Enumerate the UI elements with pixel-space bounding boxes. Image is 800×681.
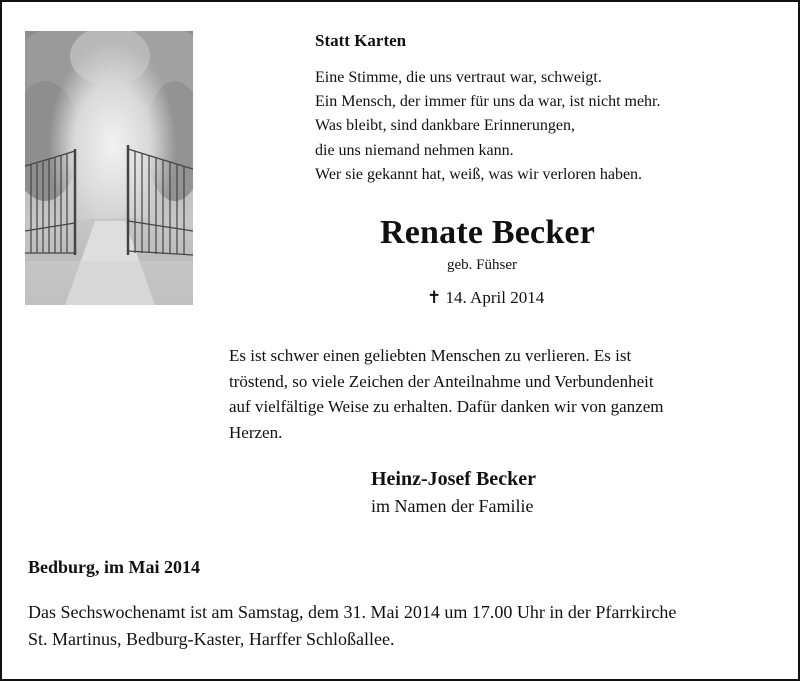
signer-role: im Namen der Familie [371,496,534,516]
message-line: auf vielfältige Weise zu erhalten. Dafür danken wir von ganzem [229,397,664,417]
deceased-name: Renate Becker [380,214,596,251]
poem-line: Eine Stimme, die uns vertraut war, schweigt. [315,69,602,86]
service-line: St. Martinus, Bedburg-Kaster, Harffer Schloßallee. [28,628,395,649]
message-line: tröstend, so viele Zeichen der Anteilnahme und Verbundenheit [229,371,654,391]
birth-name: geb. Fühser [447,257,517,273]
death-date: ✝ 14. April 2014 [427,288,545,307]
poem-line: die uns niemand nehmen kann. [315,141,514,159]
thank-you-message [229,343,663,445]
poem-line: Was bleibt, sind dankbare Erinnerungen, [315,117,575,135]
notice-heading: Statt Karten [315,31,407,50]
poem-line: Ein Mensch, der immer für uns da war, ist nicht mehr. [315,93,661,111]
garden-gate-image [25,31,193,305]
memorial-poem [315,66,661,187]
place-date: Bedburg, im Mai 2014 [28,557,201,577]
message-line: Herzen. [229,422,283,442]
service-announcement [28,599,676,652]
message-line: Es ist schwer einen geliebten Menschen zu verlieren. Es ist [229,346,632,365]
signer-name: Heinz-Josef Becker [371,468,536,490]
poem-line: Wer sie gekannt hat, weiß, was wir verloren haben. [315,165,643,183]
service-line: Das Sechswochenamt ist am Samstag, dem 31. Mai 2014 um 17.00 Uhr in der Pfarrkirche [28,602,677,622]
